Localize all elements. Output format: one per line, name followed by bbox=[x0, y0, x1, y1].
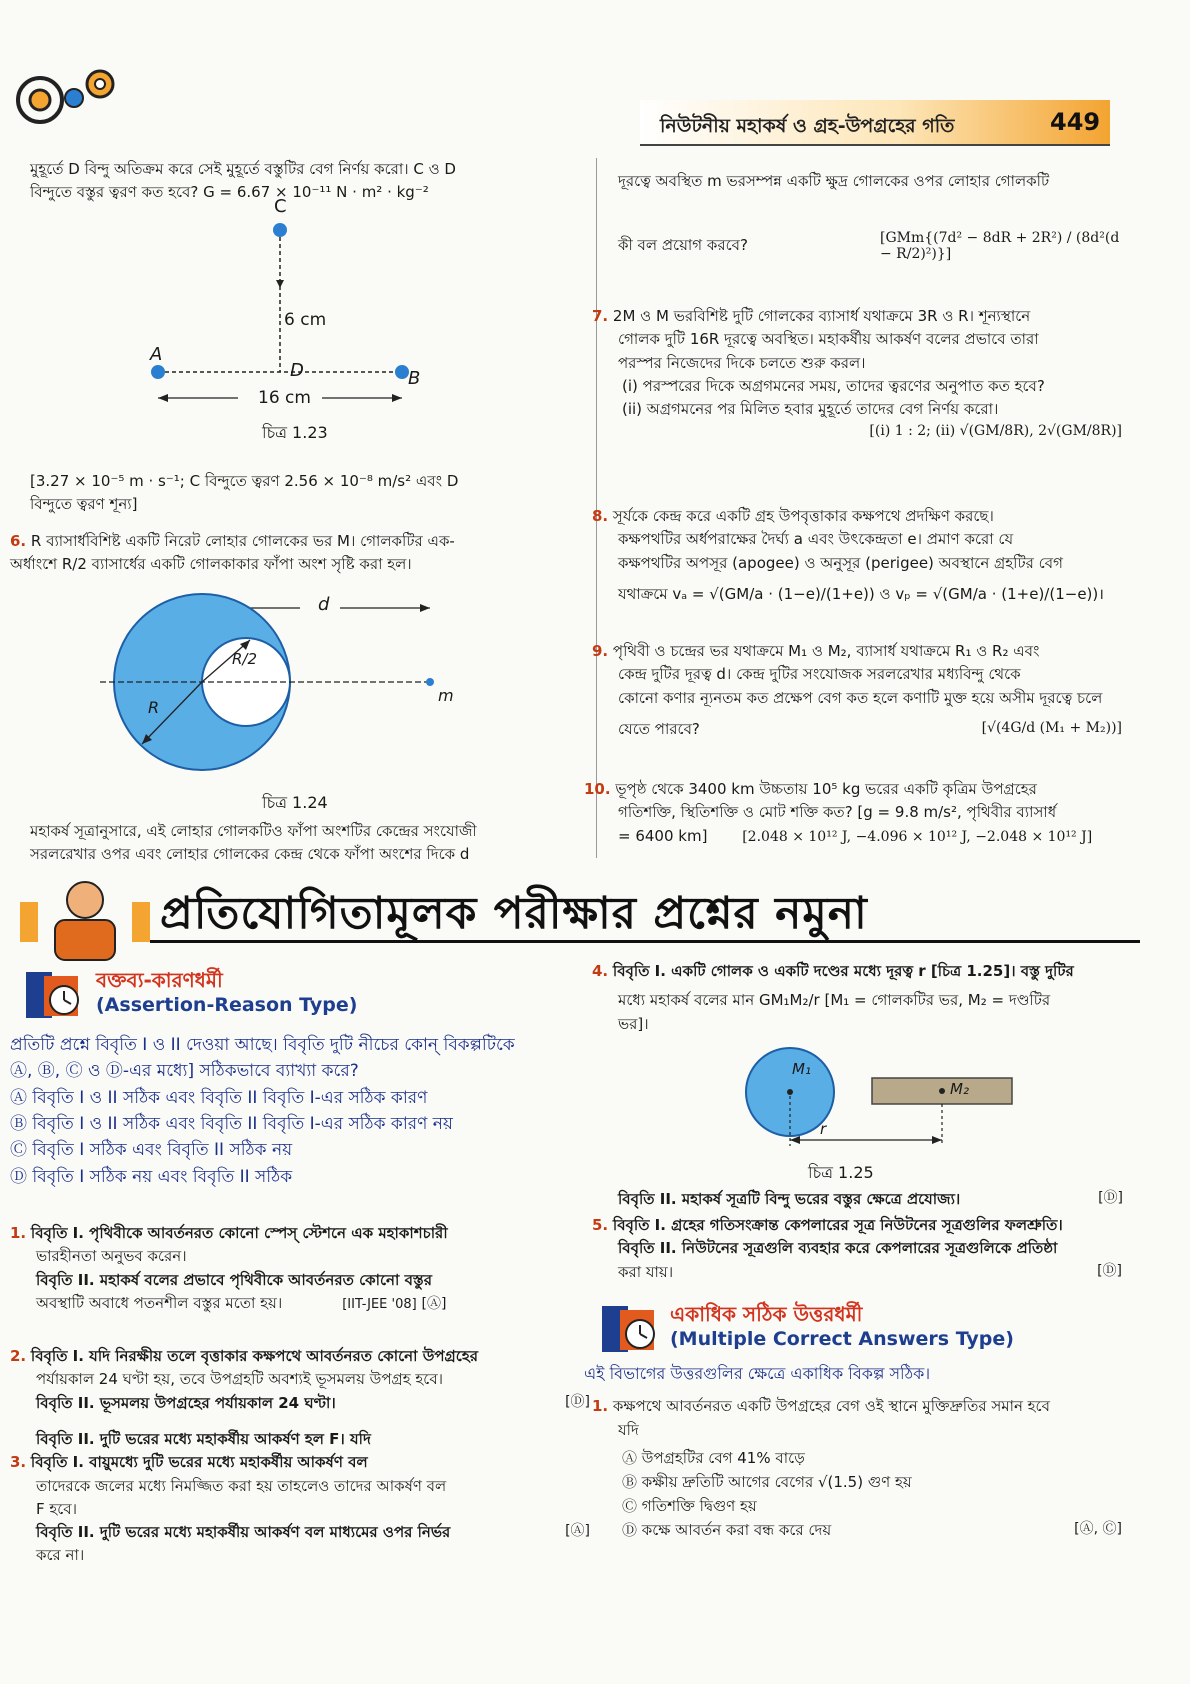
answer-key: [Ⓓ] bbox=[1098, 1190, 1123, 1206]
statement-1: বিবৃতি I. গ্রহের গতিসংক্রান্ত কেপলারের সূত্র নিউটনের সূত্রগুলির ফলশ্রুতি। bbox=[612, 1216, 1063, 1234]
figure-1-24 bbox=[100, 590, 480, 800]
question-line: কক্ষপথটির অর্ধপরাক্ষের দৈর্ঘ্য a এবং উৎকেন্দ্রতা e। প্রমাণ করো যে bbox=[618, 530, 1014, 549]
page-number: 449 bbox=[1050, 108, 1101, 136]
answer-block bbox=[30, 470, 590, 517]
student-figure-icon bbox=[20, 872, 150, 962]
statement-1: বিবৃতি I. পৃথিবীকে আবর্তনরত কোনো স্পেস্ স্টেশনে এক মহাকাশচারী bbox=[30, 1224, 448, 1242]
intro-line: মুহূর্তে D বিন্দু অতিক্রম করে সেই মুহূর্তে বস্তুটির বেগ নির্ণয় করো। C ও D bbox=[30, 160, 456, 178]
exam-tag: [IIT-JEE '08] bbox=[342, 1296, 417, 1312]
question-number: 6. bbox=[10, 532, 27, 550]
question-line: কেন্দ্র দুটির দূরত্ব d। কেন্দ্র দুটির সংযোজক সরলরেখার মধ্যবিন্দু থেকে bbox=[618, 665, 1021, 684]
gear-head-logo-icon bbox=[12, 62, 122, 132]
intro-text bbox=[30, 158, 590, 205]
answer-key: [Ⓐ] bbox=[565, 1523, 590, 1539]
label-M2: M₂ bbox=[950, 1080, 969, 1098]
option-c: Ⓒ গতিশক্তি দ্বিগুণ হয় bbox=[622, 1497, 757, 1515]
statement-line: তাদেরকে জলের মধ্যে নিমজ্জিত করা হয় তাহলেও তাদের আকর্ষণ বল bbox=[36, 1476, 447, 1495]
option-a: Ⓐ উপগ্রহটির বেগ 41% বাড়ে bbox=[622, 1449, 805, 1467]
question-8 bbox=[592, 505, 1122, 606]
mc-instructions: এই বিভাগের উত্তরগুলির ক্ষেত্রে একাধিক বিকল্প সঠিক। bbox=[584, 1364, 931, 1383]
figure-1-25 bbox=[740, 1046, 1040, 1156]
section-banner-title: প্রতিযোগিতামূলক পরীক্ষার প্রশ্নের নমুনা bbox=[160, 888, 868, 939]
question-7 bbox=[592, 305, 1122, 443]
question-6 bbox=[10, 530, 590, 577]
statement-1: বিবৃতি I. বায়ুমধ্যে দুটি ভরের মধ্যে মহাকর্ষীয় আকর্ষণ বল bbox=[30, 1453, 368, 1472]
chapter-title: নিউটনীয় মহাকর্ষ ও গ্রহ-উপগ্রহের গতি bbox=[660, 115, 955, 137]
question-number: 4. bbox=[592, 962, 609, 980]
label-m: m bbox=[438, 686, 454, 705]
statement-line: মধ্যে মহাকর্ষ বলের মান GM₁M₂/r [M₁ = গোলকটির ভর, M₂ = দণ্ডটির bbox=[618, 991, 1051, 1010]
question-subpart: (ii) অগ্রগমনের পর মিলিত হবার মুহূর্তে তাদের বেগ নির্ণয় করো। bbox=[622, 400, 999, 418]
question-6-answer: [GMm{(7d² − 8dR + 2R²) / (8d²(d − R/2)²)}] bbox=[880, 230, 1120, 262]
statement-line: বিবৃতি II. দুটি ভরের মধ্যে মহাকর্ষীয় আকর্ষণ হল F। যদি bbox=[36, 1430, 371, 1448]
label-B: B bbox=[408, 368, 421, 389]
statement-line: করে না। bbox=[36, 1546, 85, 1565]
question-line: গতিশক্তি, স্থিতিশক্তি ও মোট শক্তি কত? [g = 9.8 m/s², পৃথিবীর ব্যাসার্ধ bbox=[618, 803, 1057, 822]
question-number: 10. bbox=[584, 780, 611, 798]
statement-2: বিবৃতি II. ভূসমলয় উপগ্রহের পর্যায়কাল 24 ঘণ্টা। bbox=[36, 1393, 336, 1412]
question-number: 9. bbox=[592, 642, 609, 660]
question-6-continued bbox=[30, 820, 590, 867]
statement-1: বিবৃতি I. যদি নিরক্ষীয় তলে বৃত্তাকার কক্ষপথে আবর্তনরত কোনো উপগ্রহের bbox=[30, 1347, 478, 1365]
question-subpart: (i) পরস্পরের দিকে অগ্রগমনের সময়, তাদের ত্বরণের অনুপাত কত হবে? bbox=[622, 376, 1045, 395]
question-number: 3. bbox=[10, 1453, 27, 1472]
answer-line: বিন্দুতে ত্বরণ শূন্য] bbox=[30, 495, 138, 514]
question-line: কক্ষপথে আবর্তনরত একটি উপগ্রহের বেগ ওই স্থানে মুক্তিদ্রুতির সমান হবে bbox=[612, 1397, 1050, 1415]
figure-caption: চিত্র 1.25 bbox=[808, 1163, 874, 1182]
question-number: 1. bbox=[10, 1224, 27, 1242]
intro-line: বিন্দুতে বস্তুর ত্বরণ কত হবে? G = 6.67 × 10⁻¹¹ N · m² · kg⁻² bbox=[30, 183, 429, 202]
answer-key: [Ⓐ, Ⓒ] bbox=[1074, 1521, 1122, 1537]
answer-key: [Ⓓ] bbox=[1097, 1262, 1122, 1279]
question-line: 2M ও M ভরবিশিষ্ট দুটি গোলকের ব্যাসার্ধ যথাক্রমে 3R ও R। শূন্যস্থানে bbox=[612, 307, 1031, 325]
question-line: R ব্যাসার্ধবিশিষ্ট একটি নিরেট লোহার গোলকের ভর M। গোলকটির এক- bbox=[30, 532, 455, 550]
label-C: C bbox=[274, 196, 287, 217]
section-title-bengali: একাধিক সঠিক উত্তরধর্মী bbox=[670, 1302, 863, 1326]
statement-line: ভারহীনতা অনুভব করেন। bbox=[36, 1247, 187, 1266]
question-answer: [√(4G/d (M₁ + M₂))] bbox=[981, 719, 1122, 736]
statement-line: অবস্থাটি অবাধে পতনশীল বস্তুর মতো হয়। bbox=[36, 1293, 283, 1312]
assertion-question-5 bbox=[592, 1214, 1122, 1284]
answer-key: [Ⓐ] bbox=[421, 1295, 447, 1312]
mc-question-1 bbox=[592, 1394, 1122, 1542]
question-line: পরস্পর নিজেদের দিকে চলতে শুরু করল। bbox=[618, 353, 866, 372]
question-line: সরলরেখার ওপর এবং লোহার গোলকের কেন্দ্র থেকে ফাঁপা অংশের দিকে d bbox=[30, 845, 470, 864]
clock-book-icon bbox=[600, 1300, 660, 1356]
section-title-bengali: বক্তব্য-কারণধর্মী bbox=[96, 968, 223, 992]
label-R: R bbox=[148, 698, 160, 717]
statement-2: বিবৃতি II. মহাকর্ষ সূত্রটি বিন্দু ভরের বস্তুর ক্ষেত্রে প্রযোজ্য। bbox=[618, 1190, 961, 1208]
question-line: দূরত্বে অবস্থিত m ভরসম্পন্ন একটি ক্ষুদ্র গোলকের ওপর লোহার গোলকটি bbox=[618, 172, 1050, 190]
clock-book-icon bbox=[24, 966, 84, 1022]
question-line: যথাক্রমে vₐ = √(GM/a · (1−e)/(1+e)) ও vₚ = √(GM/a · (1+e)/(1−e))। bbox=[618, 584, 1104, 603]
figure-caption: চিত্র 1.24 bbox=[262, 793, 328, 812]
question-line: কোনো কণার ন্যূনতম কত প্রক্ষেপ বেগ কত হলে কণাটি মুক্ত হয়ে অসীম দূরত্বে চলে bbox=[618, 688, 1103, 707]
answer-key: [Ⓓ] bbox=[565, 1393, 590, 1410]
option-d: Ⓓ বিবৃতি I সঠিক নয় এবং বিবৃতি II সঠিক bbox=[10, 1166, 293, 1187]
question-answer: [(i) 1 : 2; (ii) √(GM/8R), 2√(GM/8R)] bbox=[869, 423, 1122, 440]
question-number: 7. bbox=[592, 307, 609, 325]
section-title-english: (Assertion-Reason Type) bbox=[96, 994, 358, 1016]
label-r: r bbox=[820, 1120, 827, 1138]
statement-2: বিবৃতি II. নিউটনের সূত্রগুলি ব্যবহার করে কেপলারের সূত্রগুলিকে প্রতিষ্ঠা bbox=[618, 1239, 1058, 1258]
question-line: অর্ধাংশে R/2 ব্যাসার্ধের একটি গোলকাকার ফাঁপা অংশ সৃষ্টি করা হল। bbox=[10, 555, 412, 574]
statement-1: বিবৃতি I. একটি গোলক ও একটি দণ্ডের মধ্যে দূরত্ব r [চিত্র 1.25]। বস্তু দুটির bbox=[612, 962, 1074, 980]
question-line: গোলক দুটি 16R দূরত্বে অবস্থিত। মহাকর্ষীয় আকর্ষণ বলের প্রভাবে তারা bbox=[618, 330, 1039, 349]
option-b: Ⓑ কক্ষীয় দ্রুতিটি আগের বেগের √(1.5) গুণ হয় bbox=[622, 1473, 912, 1491]
question-10 bbox=[584, 778, 1124, 848]
statement-2: বিবৃতি II. দুটি ভরের মধ্যে মহাকর্ষীয় আকর্ষণ বল মাধ্যমের ওপর নির্ভর bbox=[36, 1523, 451, 1541]
statement-2: বিবৃতি II. মহাকর্ষ বলের প্রভাবে পৃথিবীকে আবর্তনরত কোনো বস্তুর bbox=[36, 1270, 432, 1289]
label-A: A bbox=[150, 344, 163, 365]
instruction-line: প্রতিটি প্রশ্নে বিবৃতি I ও II দেওয়া আছে। বিবৃতি দুটি নীচের কোন্ বিকল্পটিকে bbox=[10, 1035, 515, 1055]
statement-line: ভর]। bbox=[618, 1014, 649, 1033]
option-c: Ⓒ বিবৃতি I সঠিক এবং বিবৃতি II সঠিক নয় bbox=[10, 1140, 293, 1161]
figure-caption: চিত্র 1.23 bbox=[262, 423, 328, 442]
question-line: = 6400 km] bbox=[618, 826, 708, 845]
statement-line: F হবে। bbox=[36, 1499, 78, 1518]
assertion-question-1 bbox=[10, 1222, 590, 1315]
question-6-prompt: কী বল প্রয়োগ করবে? bbox=[618, 236, 748, 254]
label-R-half: R/2 bbox=[232, 650, 258, 668]
option-b: Ⓑ বিবৃতি I ও II সঠিক এবং বিবৃতি II বিবৃতি I-এর সঠিক কারণ নয় bbox=[10, 1114, 453, 1135]
question-line: যেতে পারবে? bbox=[618, 719, 700, 738]
question-line: কক্ষপথটির অপসূর (apogee) ও অনুসূর (perigee) অবস্থানে গ্রহটির বেগ bbox=[618, 553, 1063, 572]
label-d: d bbox=[318, 594, 330, 615]
question-number: 1. bbox=[592, 1397, 609, 1415]
assertion-question-4 bbox=[592, 960, 1122, 1036]
question-line: সূর্যকে কেন্দ্র করে একটি গ্রহ উপবৃত্তাকার কক্ষপথে প্রদক্ষিণ করছে। bbox=[612, 507, 994, 525]
option-d: Ⓓ কক্ষে আবর্তন করা বন্ধ করে দেয় bbox=[622, 1521, 832, 1539]
question-line: ভূপৃষ্ঠ থেকে 3400 km উচ্চতায় 10⁵ kg ভরের একটি কৃত্রিম উপগ্রহের bbox=[615, 780, 1037, 798]
question-line: যদি bbox=[618, 1421, 639, 1439]
statement-line: পর্যায়কাল 24 ঘণ্টা হয়, তবে উপগ্রহটি অবশ্যই ভূসমলয় উপগ্রহ হবে। bbox=[36, 1370, 444, 1389]
assertion-question-4-statement-2 bbox=[618, 1188, 1123, 1211]
question-9 bbox=[592, 640, 1122, 741]
question-answer: [2.048 × 10¹² J, −4.096 × 10¹² J, −2.048 × 10¹² J] bbox=[742, 828, 1093, 845]
statement-line: করা যায়। bbox=[618, 1262, 674, 1281]
banner-underline bbox=[150, 940, 1140, 943]
assertion-question-3 bbox=[10, 1428, 590, 1568]
option-a: Ⓐ বিবৃতি I ও II সঠিক এবং বিবৃতি II বিবৃতি I-এর সঠিক কারণ bbox=[10, 1087, 428, 1108]
section-title-english: (Multiple Correct Answers Type) bbox=[670, 1328, 1014, 1350]
answer-line: [3.27 × 10⁻⁵ m · s⁻¹; C বিন্দুতে ত্বরণ 2.56 × 10⁻⁸ m/s² এবং D bbox=[30, 472, 459, 490]
question-6-continued-right bbox=[618, 170, 1118, 193]
question-number: 5. bbox=[592, 1216, 609, 1234]
label-M1: M₁ bbox=[792, 1060, 811, 1078]
question-number: 2. bbox=[10, 1347, 27, 1365]
instruction-line: Ⓐ, Ⓑ, Ⓒ ও Ⓓ-এর মধ্যে] সঠিকভাবে ব্যাখ্যা করে? bbox=[10, 1061, 359, 1082]
assertion-question-2 bbox=[10, 1345, 590, 1415]
question-line: মহাকর্ষ সূত্রানুসারে, এই লোহার গোলকটিও ফাঁপা অংশটির কেন্দ্রের সংযোজী bbox=[30, 822, 477, 840]
label-6cm: 6 cm bbox=[284, 310, 327, 330]
label-D: D bbox=[290, 360, 304, 381]
assertion-instructions bbox=[10, 1032, 590, 1190]
question-line: পৃথিবী ও চন্দ্রের ভর যথাক্রমে M₁ ও M₂, ব্যাসার্ধ যথাক্রমে R₁ ও R₂ এবং bbox=[612, 642, 1040, 660]
question-number: 8. bbox=[592, 507, 609, 525]
label-16cm: 16 cm bbox=[258, 388, 311, 408]
